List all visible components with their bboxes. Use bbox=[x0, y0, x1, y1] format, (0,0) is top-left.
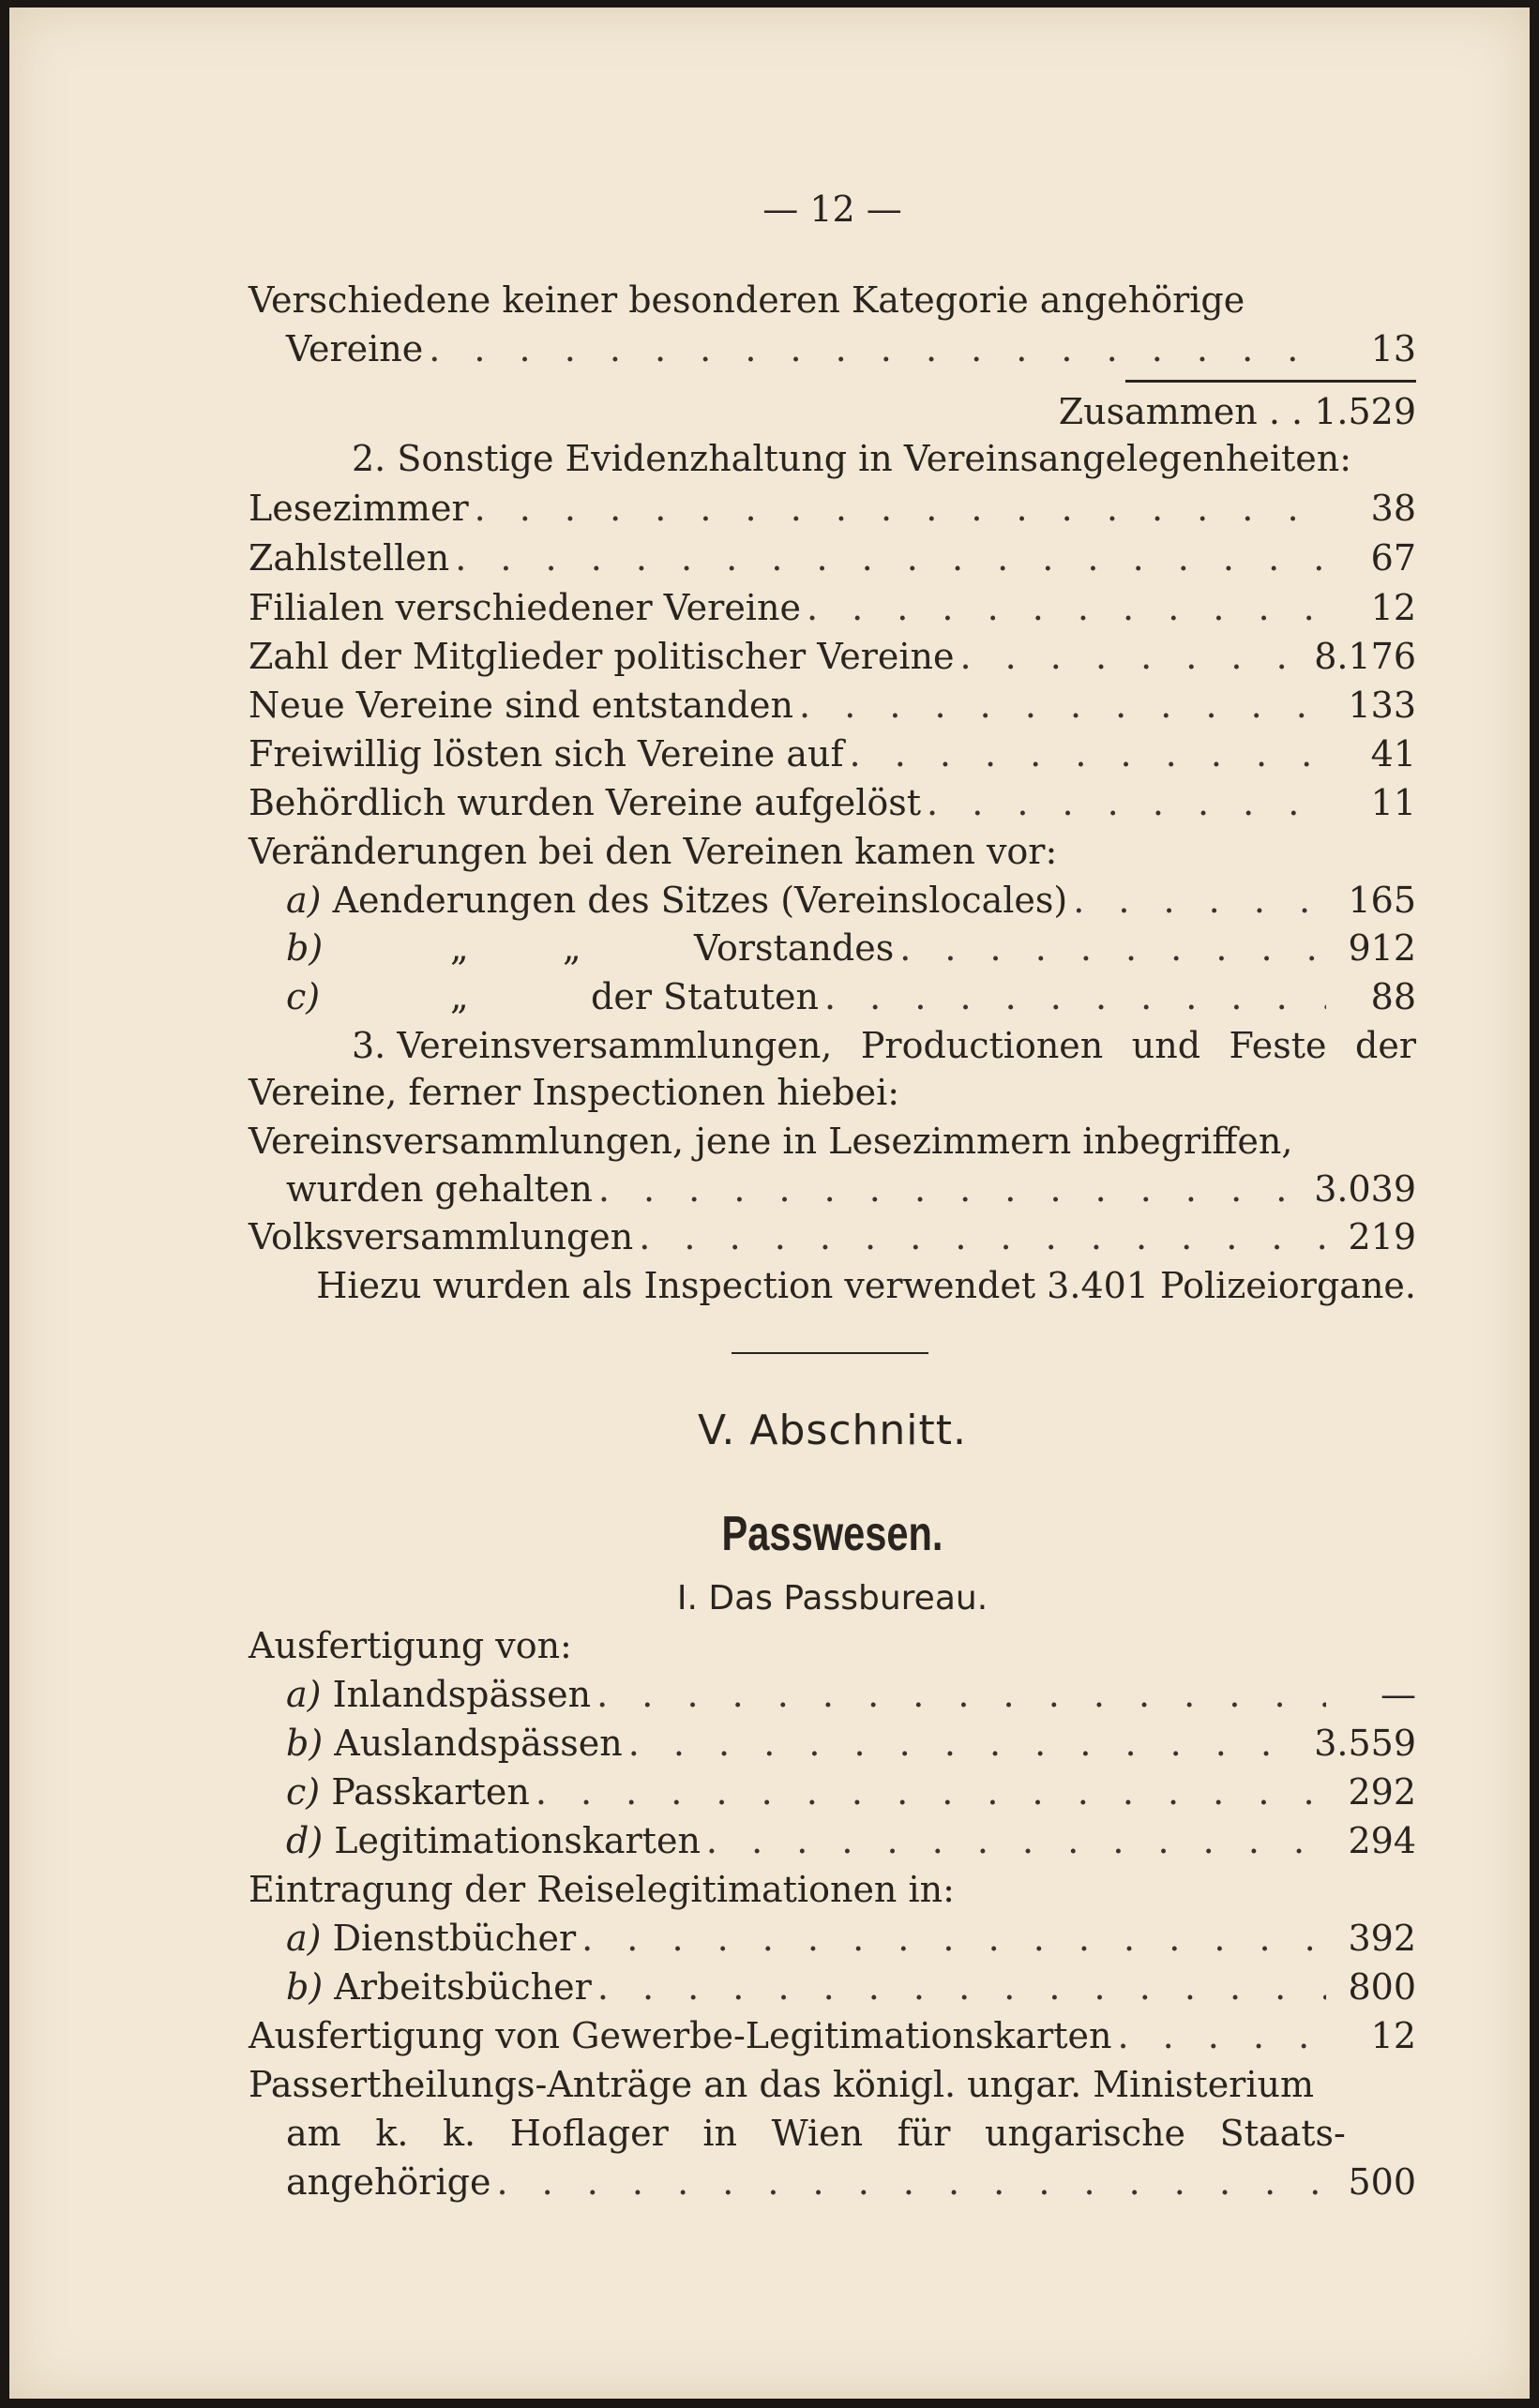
ditto-mark: „ bbox=[450, 927, 469, 969]
change-row-b bbox=[249, 925, 1416, 971]
entry-row bbox=[249, 1915, 1416, 1962]
leader-dots bbox=[628, 1720, 1308, 1767]
leader-dots bbox=[429, 325, 1326, 372]
row-value: 294 bbox=[1348, 1820, 1416, 1861]
row-label-group bbox=[286, 1671, 591, 1718]
row-value: 41 bbox=[1370, 733, 1416, 775]
row-value: 12 bbox=[1370, 587, 1416, 628]
section-divider bbox=[732, 1352, 928, 1354]
row-value: 12 bbox=[1370, 2015, 1416, 2056]
item-letter: b) bbox=[286, 1966, 324, 2008]
row-label-group bbox=[286, 1768, 530, 1815]
evidence-row bbox=[249, 485, 1416, 532]
ditto-mark: „ bbox=[563, 927, 581, 969]
request-row bbox=[249, 2159, 1416, 2205]
row-value: 38 bbox=[1370, 488, 1416, 529]
heading-word: der bbox=[1355, 1025, 1416, 1066]
row-value: — bbox=[1381, 1674, 1416, 1715]
assoc-meetings-row bbox=[249, 1166, 1416, 1212]
leader-dots bbox=[455, 534, 1326, 581]
leader-dots bbox=[596, 1671, 1326, 1718]
item-letter: a) bbox=[286, 880, 322, 921]
row-label: Zahlstellen bbox=[249, 537, 450, 579]
request-word: k. bbox=[375, 2113, 409, 2154]
leader-dots bbox=[706, 1817, 1326, 1864]
section-title: V. Abschnitt. bbox=[697, 1407, 968, 1454]
request-word: Hoflager bbox=[509, 2113, 669, 2154]
row-value: 13 bbox=[1370, 328, 1416, 369]
issue-heading: Ausfertigung von: bbox=[249, 1625, 572, 1666]
row-value: 219 bbox=[1348, 1216, 1416, 1257]
meetings-heading-line1 bbox=[249, 1022, 1416, 1069]
evidence-heading: 2. Sonstige Evidenzhaltung in Vereinsangelegenheiten: bbox=[352, 438, 1352, 479]
row-value: 165 bbox=[1348, 880, 1416, 921]
meetings-heading-line2: Vereine, ferner Inspectionen hiebei: bbox=[249, 1072, 900, 1113]
row-label-group bbox=[286, 877, 1067, 924]
ditto-mark: „ bbox=[450, 976, 469, 1017]
row-label: Inlandspässen bbox=[332, 1674, 592, 1715]
issue-row bbox=[249, 1817, 1416, 1864]
sum-rule bbox=[1125, 380, 1416, 383]
leader-dots bbox=[639, 1213, 1326, 1260]
row-label: Dienstbücher bbox=[332, 1918, 577, 1959]
row-value: 8.176 bbox=[1314, 636, 1416, 677]
leader-dots bbox=[959, 633, 1308, 680]
heading-word: Feste bbox=[1229, 1025, 1327, 1066]
row-label: Auslandspässen bbox=[334, 1723, 623, 1764]
leader-dots bbox=[899, 925, 1326, 971]
total-value: 1.529 bbox=[1314, 391, 1416, 432]
change-row-c bbox=[249, 973, 1416, 1020]
section-subtitle: Passwesen. bbox=[721, 1507, 943, 1561]
leader-dots bbox=[927, 779, 1326, 826]
row-label: angehörige bbox=[286, 2161, 491, 2203]
leader-dots bbox=[536, 1768, 1326, 1815]
leader-dots bbox=[1073, 877, 1326, 924]
total-label: Zusammen . . bbox=[1058, 391, 1304, 432]
row-label: Filialen verschiedener Vereine bbox=[249, 587, 801, 628]
request-word: Staats- bbox=[1219, 2113, 1346, 2154]
row-label: Vorstandes bbox=[694, 927, 895, 969]
issue-row bbox=[249, 1720, 1416, 1767]
leader-dots bbox=[824, 973, 1326, 1020]
row-label: Passkarten bbox=[331, 1771, 530, 1813]
entry-row bbox=[249, 1964, 1416, 2010]
row-value: 292 bbox=[1348, 1771, 1416, 1813]
row-label-group bbox=[286, 1915, 576, 1962]
row-label: Volksversammlungen bbox=[249, 1216, 634, 1257]
leader-dots bbox=[1117, 2012, 1326, 2059]
row-value: 500 bbox=[1348, 2161, 1416, 2203]
row-label: Legitimationskarten bbox=[334, 1820, 701, 1861]
request-word: Wien bbox=[771, 2113, 864, 2154]
page-number: — 12 — bbox=[762, 188, 902, 230]
item-letter: c) bbox=[286, 976, 321, 1017]
leader-dots bbox=[581, 1915, 1326, 1962]
leader-dots bbox=[475, 485, 1326, 532]
change-row-a bbox=[249, 877, 1416, 924]
misc-assoc-line: Verschiedene keiner besonderen Kategorie angehörige bbox=[249, 279, 1245, 321]
row-label: Lesezimmer bbox=[249, 488, 469, 529]
row-value: 133 bbox=[1348, 685, 1416, 726]
row-label-group bbox=[286, 973, 591, 1020]
evidence-row bbox=[249, 682, 1416, 729]
row-label-group bbox=[286, 925, 694, 971]
request-word: am bbox=[286, 2113, 341, 2154]
inspection-note: Hiezu wurden als Inspection verwendet 3.401 Polizeiorgane. bbox=[316, 1265, 1416, 1306]
leader-dots bbox=[807, 584, 1326, 631]
item-letter: b) bbox=[286, 1723, 324, 1764]
total-row bbox=[249, 388, 1416, 435]
row-label-group bbox=[286, 1817, 701, 1864]
row-label: Aenderungen des Sitzes (Vereinslocales) bbox=[332, 880, 1068, 921]
entry-heading: Eintragung der Reiselegitimationen in: bbox=[249, 1869, 955, 1910]
leader-dots bbox=[597, 1964, 1326, 2010]
leader-dots bbox=[496, 2159, 1326, 2205]
heading-word: Productionen bbox=[860, 1025, 1104, 1066]
evidence-row bbox=[249, 730, 1416, 777]
evidence-row bbox=[249, 633, 1416, 680]
heading-word: und bbox=[1131, 1025, 1201, 1066]
leader-dots bbox=[598, 1166, 1308, 1212]
trade-card-row bbox=[249, 2012, 1416, 2059]
row-label: Zahl der Mitglieder politischer Vereine bbox=[249, 636, 955, 677]
row-label-group bbox=[286, 1720, 623, 1767]
heading-word: 3. Vereinsversammlungen, bbox=[352, 1025, 833, 1066]
row-label: Neue Vereine sind entstanden bbox=[249, 685, 794, 726]
request-word: für bbox=[897, 2113, 951, 2154]
subsection-title: I. Das Passbureau. bbox=[676, 1579, 988, 1618]
row-label: wurden gehalten bbox=[286, 1168, 593, 1210]
row-value: 392 bbox=[1348, 1918, 1416, 1959]
item-letter: a) bbox=[286, 1918, 322, 1959]
issue-row bbox=[249, 1671, 1416, 1718]
item-letter: a) bbox=[286, 1674, 322, 1715]
public-meetings-row bbox=[249, 1213, 1416, 1260]
misc-assoc-row bbox=[249, 325, 1416, 372]
request-word: k. bbox=[443, 2113, 476, 2154]
row-value: 67 bbox=[1370, 537, 1416, 579]
row-value: 11 bbox=[1370, 782, 1416, 823]
item-letter: c) bbox=[286, 1771, 321, 1813]
row-label-group bbox=[286, 1964, 592, 2010]
row-value: 88 bbox=[1370, 976, 1416, 1017]
evidence-row bbox=[249, 534, 1416, 581]
row-label: Behördlich wurden Vereine aufgelöst bbox=[249, 782, 922, 823]
leader-dots bbox=[799, 682, 1326, 729]
evidence-row bbox=[249, 584, 1416, 631]
issue-row bbox=[249, 1768, 1416, 1815]
item-letter: b) bbox=[286, 927, 324, 969]
row-value: 3.039 bbox=[1314, 1168, 1416, 1210]
row-label: Vereine bbox=[286, 328, 424, 369]
request-line1: Passertheilungs-Anträge an das königl. ungar. Ministerium bbox=[249, 2064, 1315, 2105]
request-word: ungarische bbox=[985, 2113, 1186, 2154]
row-label: Ausfertigung von Gewerbe-Legitimationskarten bbox=[249, 2015, 1112, 2056]
row-value: 912 bbox=[1348, 927, 1416, 969]
request-line2 bbox=[249, 2110, 1346, 2157]
row-label: Arbeitsbücher bbox=[334, 1966, 592, 2008]
request-word: in bbox=[702, 2113, 737, 2154]
row-value: 3.559 bbox=[1314, 1723, 1416, 1764]
changes-heading: Veränderungen bei den Vereinen kamen vor: bbox=[249, 831, 1058, 872]
row-label: der Statuten bbox=[591, 976, 819, 1017]
row-label: Freiwillig lösten sich Vereine auf bbox=[249, 733, 844, 775]
row-value: 800 bbox=[1348, 1966, 1416, 2008]
page bbox=[9, 8, 1530, 2399]
item-letter: d) bbox=[286, 1820, 324, 1861]
assoc-meetings-line: Vereinsversammlungen, jene in Lesezimmern inbegriffen, bbox=[249, 1121, 1293, 1162]
evidence-row bbox=[249, 779, 1416, 826]
leader-dots bbox=[850, 730, 1326, 777]
